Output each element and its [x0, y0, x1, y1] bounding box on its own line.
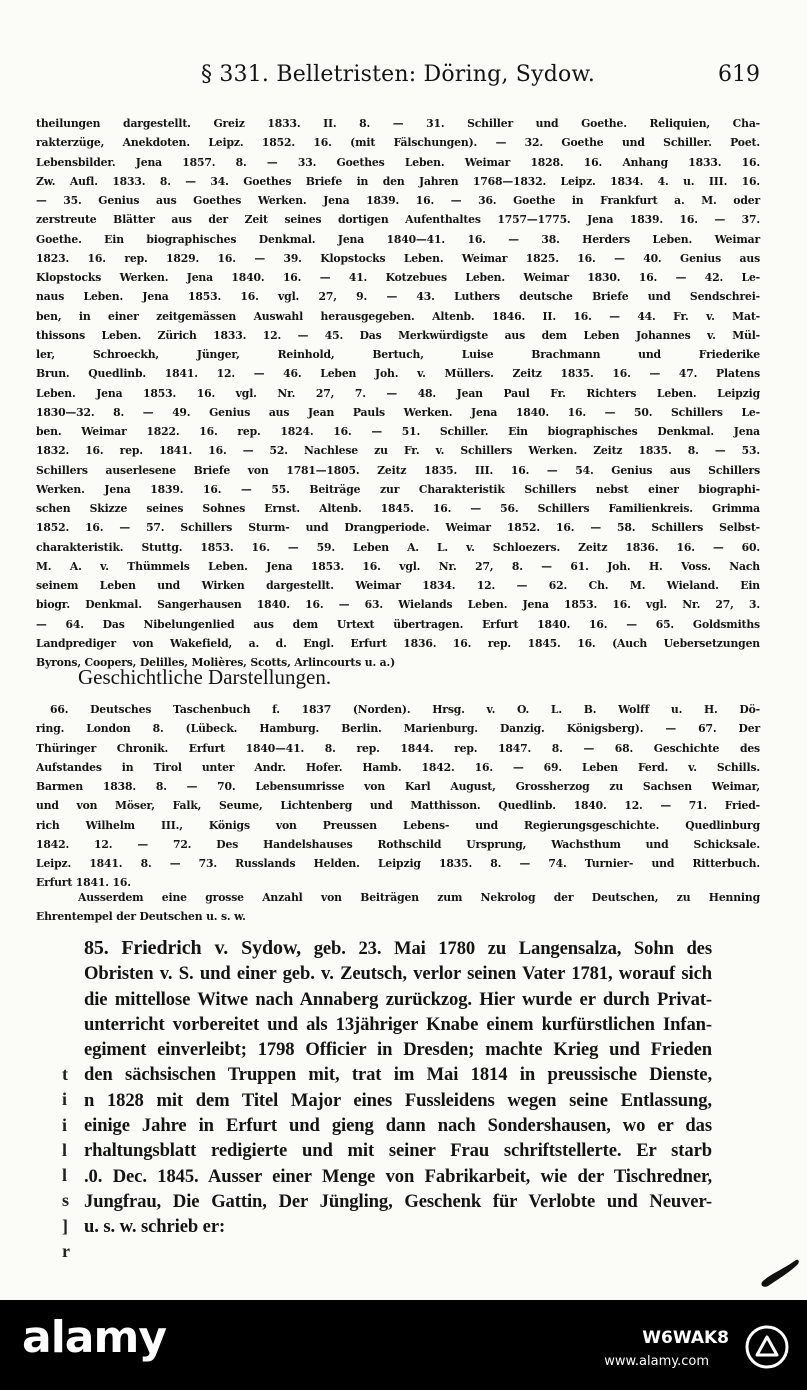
margin-mark: r [62, 1241, 70, 1262]
watermark-logo-icon [745, 1325, 789, 1373]
bibliography-line: Werken. Jena 1839. 16. — 55. Beiträge zur Charakteristik Schillers nebst einer biographi- [36, 482, 760, 496]
section-heading: Geschichtliche Darstellungen. [78, 665, 332, 689]
bibliography-section-works [36, 114, 760, 672]
biography-line: rhaltungsblatt redigierte und mit seiner Frau schriftstellerte. Er starb [84, 1140, 712, 1162]
entry-85-number: 85. [84, 937, 109, 959]
bibliography-line: — 64. Das Nibelungenlied aus dem Urtext übertragen. Erfurt 1840. 16. — 65. Goldsmiths [36, 617, 760, 631]
bibliography-line: 1852. 16. — 57. Schillers Sturm- und Drangperiode. Weimar 1852. 16. — 58. Schillers Selbst- [36, 521, 760, 535]
bibliography-line: Schillers auserlesene Briefe von 1781—1805. Zeitz 1835. III. 16. — 54. Genius aus Schillers [36, 463, 760, 477]
bibliography-line: und von Möser, Falk, Seume, Lichtenberg und Matthisson. Quedlinb. 1840. 12. — 71. Fried- [36, 799, 760, 813]
margin-mark: i [62, 1114, 68, 1135]
bibliography-line: Erfurt 1841. 16. [36, 876, 131, 890]
biography-line: die mittellose Witwe nach Annaberg zurückzog. Hier wurde er durch Privat- [84, 988, 712, 1010]
bibliography-line: rakterzüge, Anekdoten. Leipz. 1852. 16. (mit Fälschungen). — 32. Goethe und Schiller. Poet. [36, 136, 760, 150]
entry-85-body [84, 961, 712, 1239]
bibliography-line: 1832. 16. rep. 1841. 16. — 52. Nachlese zu Fr. v. Schillers Werken. Zeitz 1835. 8. — 53. [36, 444, 760, 458]
bibliography-line: theilungen dargestellt. Greiz 1833. II. 8. — 31. Schiller und Goethe. Reliquien, Cha- [36, 117, 760, 130]
margin-mark: l [62, 1139, 68, 1160]
biography-line: Obristen v. S. und einer geb. v. Zeutsch, verlor seinen Vater 1781, worauf sich [84, 963, 712, 985]
margin-mark: i [62, 1089, 68, 1110]
biography-line: unterricht vorbereitet und als 13jähriger Knabe einem kurfürstlichen Infan- [84, 1013, 712, 1035]
bibliography-line: ben. Weimar 1822. 16. rep. 1824. 16. — 51. Schiller. Ein biographisches Denkmal. Jena [36, 425, 760, 438]
bibliography-note [36, 888, 760, 927]
bibliography-line: Leben. Jena 1853. 16. vgl. Nr. 27, 7. — 48. Jean Paul Fr. Richters Leben. Leipzig [36, 386, 760, 400]
bibliography-line: ben, in einer zeitgemässen Auswahl herausgegeben. Altenb. 1846. II. 16. — 44. Fr. v. Mat- [36, 309, 760, 323]
bibliography-line: Goethe. Ein biographisches Denkmal. Jena 1840—41. 16. — 38. Herders Leben. Weimar [36, 232, 760, 246]
bibliography-line: Klopstocks Werken. Jena 1840. 16. — 41. Kotzebues Leben. Weimar 1830. 16. — 42. Le- [36, 271, 760, 284]
bibliography-line: zerstreute Blätter aus der Zeit seines dortigen Aufenthaltes 1757—1775. Jena 1839. 16. — 37. [36, 213, 760, 227]
bibliography-line: Aufstandes in Tirol unter Andr. Hofer. Hamb. 1842. 16. — 69. Leben Ferd. v. Schills. [36, 760, 760, 774]
bibliography-line: seinem Leben und Wirken dargestellt. Weimar 1834. 12. — 62. Ch. M. Wieland. Ein [36, 579, 760, 592]
bibliography-line: Brun. Quedlinb. 1841. 12. — 46. Leben Joh. v. Müllers. Zeitz 1835. 16. — 47. Platens [36, 367, 760, 381]
bibliography-line: 1842. 12. — 72. Des Handelshauses Rothschild Ursprung, Wachsthum und Schicksale. [36, 837, 760, 851]
margin-mark: t [62, 1064, 68, 1084]
bibliography-line: charakteristik. Stuttg. 1853. 16. — 59. Leben A. L. v. Schloezers. Zeitz 1836. 16. — 60. [36, 540, 760, 554]
bibliography-line: ler, Schroeckh, Jünger, Reinhold, Bertuch, Luise Brachmann und Friederike [36, 348, 760, 361]
biography-line: u. s. w. schrieb er: [84, 1216, 226, 1238]
margin-marks [62, 1062, 76, 1264]
entry-85-first-line-rest: geb. 23. Mai 1780 zu Langensalza, Sohn des [313, 938, 712, 959]
note-line: Ehrentempel der Deutschen u. s. w. [36, 910, 246, 924]
bibliography-line: Lebensbilder. Jena 1857. 8. — 33. Goethes Leben. Weimar 1828. 16. Anhang 1833. 16. [36, 155, 760, 169]
biography-line: den sächsischen Truppen mit, trat im Mai 1814 in preussische Dienste, [84, 1064, 712, 1086]
bibliography-line: Landprediger von Wakefield, a. d. Engl. Erfurt 1836. 16. rep. 1845. 16. (Auch Uebersetzungen [36, 636, 760, 650]
bibliography-line: rich Wilhelm III., Königs von Preussen Lebens- und Regierungsgeschichte. Quedlinburg [36, 818, 760, 832]
bibliography-line: thissons Leben. Zürich 1833. 12. — 45. Das Merkwürdigste aus dem Leben Johannes v. Mül- [36, 328, 760, 342]
watermark-image-id: W6WAK8 [642, 1328, 729, 1348]
bibliography-section-history [36, 700, 760, 893]
biography-line: n 1828 mit dem Titel Major eines Fussleidens wegen seine Entlassung, [84, 1089, 712, 1111]
margin-mark: s [62, 1190, 70, 1211]
bibliography-line: 1830—32. 8. — 49. Genius aus Jean Pauls Werken. Jena 1840. 16. — 50. Schillers Le- [36, 405, 760, 419]
bibliography-line: Leipz. 1841. 8. — 73. Russlands Helden. Leipzig 1835. 8. — 74. Turnier- und Ritterbuch. [36, 857, 760, 870]
biography-line: .0. Dec. 1845. Ausser einer Menge von Fabrikarbeit, wie der Tischredner, [84, 1165, 712, 1187]
bibliography-line: naus Leben. Jena 1853. 16. vgl. 27, 9. — 43. Luthers deutsche Briefe und Sendschrei- [36, 290, 760, 304]
biography-line: Jungfrau, Die Gattin, Der Jüngling, Geschenk für Verlobte und Neuver- [84, 1190, 712, 1212]
bibliography-line: biogr. Denkmal. Sangerhausen 1840. 16. — 63. Wielands Leben. Jena 1853. 16. vgl. Nr. 27, 3. [36, 598, 760, 612]
margin-mark: l [62, 1165, 68, 1186]
entry-85-name: Friedrich v. Sydow, [121, 937, 302, 959]
bibliography-line: schen Skizze seines Sohnes Ernst. Altenb. 1845. 16. — 56. Schillers Familienkreis. Grimma [36, 502, 760, 515]
bibliography-line: Barmen 1838. 8. — 70. Lebensumrisse von Karl August, Grossherzog zu Sachsen Weimar, [36, 780, 760, 793]
bibliography-line: M. A. v. Thümmels Leben. Jena 1853. 16. vgl. Nr. 27, 8. — 61. Joh. H. Voss. Nach [36, 559, 760, 573]
bibliography-line: — 35. Genius aus Goethes Werken. Jena 1839. 16. — 36. Goethe in Frankfurt a. M. oder [36, 194, 760, 207]
watermark-bar [0, 1300, 807, 1390]
bibliography-line: Thüringer Chronik. Erfurt 1840—41. 8. rep. 1844. rep. 1847. 8. — 68. Geschichte des [36, 741, 760, 755]
bibliography-line: 66. Deutsches Taschenbuch f. 1837 (Norden). Hrsg. v. O. L. B. Wolff u. H. Dö- [50, 703, 760, 716]
watermark-url: www.alamy.com [604, 1354, 709, 1369]
page-number: 619 [718, 62, 760, 87]
entry-85-first-line [84, 936, 712, 961]
bibliography-line: 1823. 16. rep. 1829. 16. — 39. Klopstocks Leben. Weimar 1825. 16. — 40. Genius aus [36, 251, 760, 265]
note-line: Ausserdem eine grosse Anzahl von Beiträgen zum Nekrolog der Deutschen, zu Henning [78, 891, 760, 904]
bibliography-line: Zw. Aufl. 1833. 8. — 34. Goethes Briefe in den Jahren 1768—1832. Leipz. 1834. 4. u. III. 16. [36, 174, 760, 188]
bibliography-line: Byrons, Coopers, Delilles, Molières, Scotts, Arlincourts u. a.) [36, 656, 396, 669]
watermark-brand: alamy [22, 1312, 166, 1363]
entry-85-biography [84, 936, 712, 1240]
biography-line: egiment einverleibt; 1798 Officier in Dresden; machte Krieg und Frieden [84, 1039, 712, 1061]
biography-line: einige Jahre in Erfurt und gieng dann nach Sondershausen, wo er das [84, 1115, 712, 1137]
page-header [36, 62, 760, 102]
margin-mark: ] [62, 1215, 68, 1236]
bibliography-line: ring. London 8. (Lübeck. Hamburg. Berlin. Marienburg. Danzig. Königsberg). — 67. Der [36, 722, 760, 736]
running-title: § 331. Belletristen: Döring, Sydow. [200, 62, 596, 87]
